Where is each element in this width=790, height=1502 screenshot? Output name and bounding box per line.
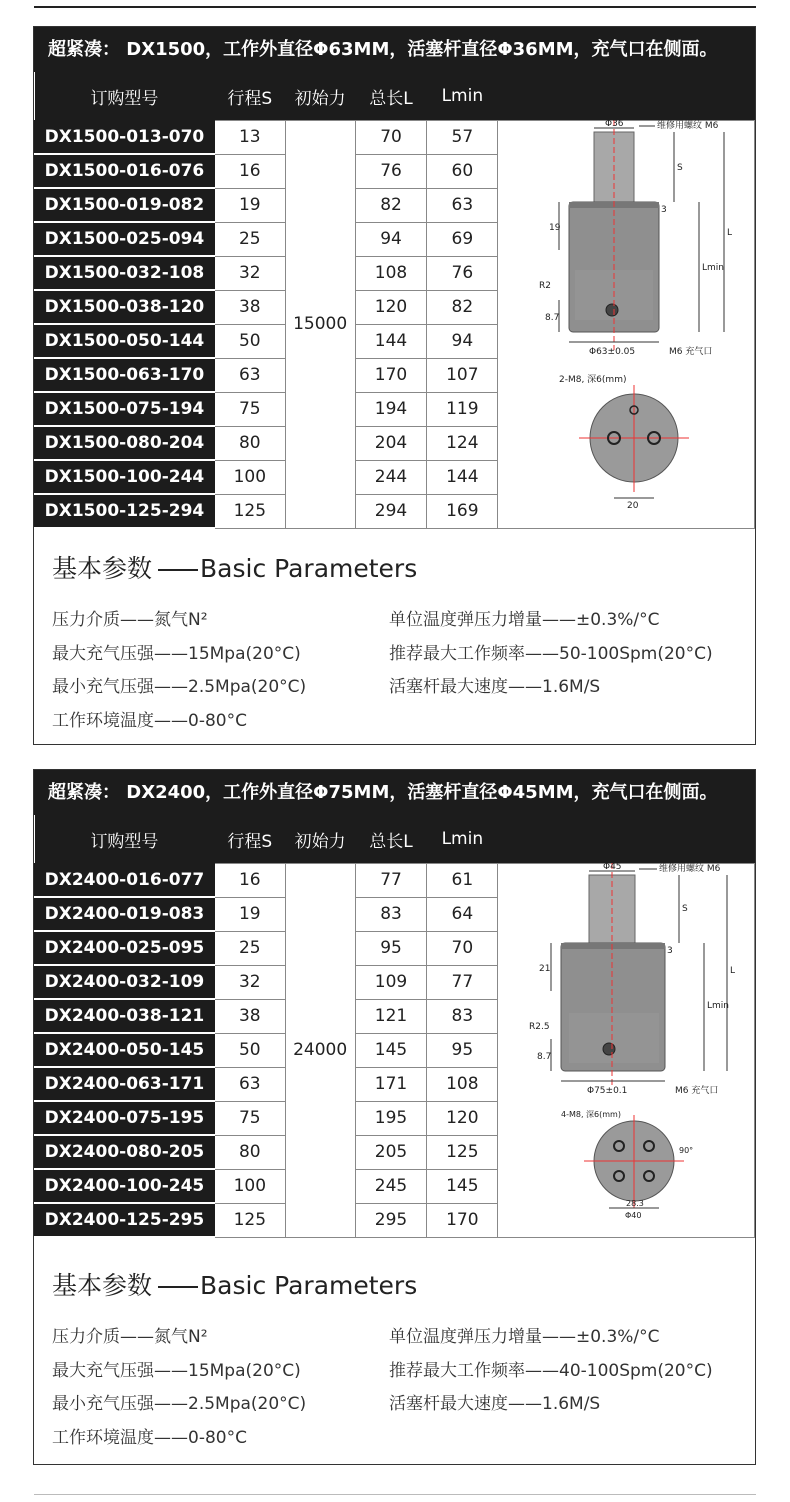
- lmin-cell: 94: [427, 324, 498, 358]
- bottom-rule: [34, 1494, 756, 1495]
- lmin-cell: 82: [427, 290, 498, 324]
- header-model: 订购型号: [35, 815, 215, 864]
- lmin-cell: 120: [427, 1101, 498, 1135]
- bolt-circle-label: Φ40: [625, 1211, 642, 1220]
- param-min-charge: 最小充气压强——2.5Mpa(20°C): [52, 1394, 307, 1414]
- model-cell: DX1500-038-120: [35, 290, 215, 324]
- length-label: L: [727, 228, 733, 238]
- header-length: 总长L: [355, 815, 427, 864]
- lmin-cell: 69: [427, 222, 498, 256]
- lmin-cell: 60: [427, 154, 498, 188]
- param-max-charge: 最大充气压强——15Mpa(20°C): [52, 644, 301, 664]
- params-title-en: Basic Parameters: [200, 1271, 418, 1300]
- params-title-cn: 基本参数: [52, 554, 153, 583]
- stroke-cell: 19: [214, 188, 285, 222]
- model-cell: DX1500-025-094: [35, 222, 215, 256]
- port-label: M6 充气口: [669, 347, 713, 357]
- dx2400-section: [33, 769, 756, 1465]
- params-title: [52, 549, 417, 585]
- model-cell: DX2400-100-245: [35, 1169, 215, 1203]
- pitch-label: 20: [627, 501, 639, 510]
- model-cell: DX1500-050-144: [35, 324, 215, 358]
- length-cell: 245: [355, 1169, 427, 1203]
- length-cell: 295: [355, 1203, 427, 1237]
- stroke-cell: 63: [214, 358, 285, 392]
- thread-label: 维修用螺纹 M6: [659, 864, 721, 874]
- length-cell: 170: [355, 358, 427, 392]
- param-frequency: 推荐最大工作频率——50-100Spm(20°C): [389, 644, 713, 664]
- header-force: 初始力: [285, 72, 355, 121]
- header-force: 初始力: [285, 815, 355, 864]
- params-title: [52, 1266, 417, 1302]
- dimension-drawing: [499, 863, 755, 1223]
- initial-force-cell: 15000: [285, 121, 355, 529]
- model-cell: DX2400-050-145: [35, 1033, 215, 1067]
- dim-19-label: 19: [549, 223, 561, 233]
- model-cell: DX2400-016-077: [35, 864, 215, 898]
- stroke-cell: 50: [214, 1033, 285, 1067]
- lmin-cell: 64: [427, 897, 498, 931]
- model-cell: DX1500-100-244: [35, 460, 215, 494]
- length-cell: 120: [355, 290, 427, 324]
- top-rule: [34, 6, 756, 8]
- section-title: 超紧凑： DX2400，工作外直径Φ75MM，活塞杆直径Φ45MM，充气口在侧面。: [34, 770, 755, 815]
- lmin-cell: 170: [427, 1203, 498, 1237]
- dimension-drawing: [499, 120, 755, 510]
- stroke-cell: 32: [214, 256, 285, 290]
- params-title-cn: 基本参数: [52, 1271, 153, 1300]
- lmin-cell: 108: [427, 1067, 498, 1101]
- length-cell: 109: [355, 965, 427, 999]
- lmin-cell: 57: [427, 121, 498, 155]
- stroke-cell: 125: [214, 494, 285, 528]
- model-cell: DX2400-063-171: [35, 1067, 215, 1101]
- lmin-cell: 70: [427, 931, 498, 965]
- header-stroke: 行程S: [214, 72, 285, 121]
- model-cell: DX1500-080-204: [35, 426, 215, 460]
- param-max-charge: 最大充气压强——15Mpa(20°C): [52, 1361, 301, 1381]
- model-cell: DX2400-125-295: [35, 1203, 215, 1237]
- length-cell: 195: [355, 1101, 427, 1135]
- dim-3-label: 3: [667, 946, 673, 956]
- model-cell: DX2400-032-109: [35, 965, 215, 999]
- header-blank: [498, 72, 755, 121]
- param-min-charge: 最小充气压强——2.5Mpa(20°C): [52, 677, 307, 697]
- lmin-cell: 107: [427, 358, 498, 392]
- stroke-cell: 38: [214, 999, 285, 1033]
- stroke-cell: 63: [214, 1067, 285, 1101]
- header-lmin: Lmin: [427, 72, 498, 121]
- body-dia-label: Φ63±0.05: [589, 347, 636, 357]
- length-cell: 94: [355, 222, 427, 256]
- radius-label: R2: [539, 281, 551, 291]
- length-cell: 70: [355, 121, 427, 155]
- stroke-cell: 25: [214, 931, 285, 965]
- stroke-cell: 100: [214, 1169, 285, 1203]
- stroke-cell: 75: [214, 392, 285, 426]
- model-cell: DX2400-080-205: [35, 1135, 215, 1169]
- length-cell: 204: [355, 426, 427, 460]
- port-label: M6 充气口: [675, 1086, 719, 1096]
- rod-dia-label: Φ36: [605, 120, 624, 129]
- length-cell: 77: [355, 864, 427, 898]
- length-cell: 82: [355, 188, 427, 222]
- header-model: 订购型号: [35, 72, 215, 121]
- lmin-cell: 61: [427, 864, 498, 898]
- param-speed: 活塞杆最大速度——1.6M/S: [389, 677, 601, 697]
- lmin-label: Lmin: [702, 263, 724, 273]
- length-label: L: [730, 966, 736, 976]
- lmin-cell: 83: [427, 999, 498, 1033]
- title-dash: [158, 1286, 198, 1288]
- model-cell: DX1500-032-108: [35, 256, 215, 290]
- model-cell: DX2400-038-121: [35, 999, 215, 1033]
- param-medium: 压力介质——氮气N²: [52, 610, 208, 630]
- lmin-cell: 124: [427, 426, 498, 460]
- table-header-row: [35, 72, 755, 121]
- length-cell: 244: [355, 460, 427, 494]
- model-cell: DX1500-013-070: [35, 121, 215, 155]
- param-frequency: 推荐最大工作频率——40-100Spm(20°C): [389, 1361, 713, 1381]
- stroke-cell: 13: [214, 121, 285, 155]
- length-cell: 145: [355, 1033, 427, 1067]
- lmin-cell: 144: [427, 460, 498, 494]
- charge-port: [603, 1043, 615, 1055]
- lmin-cell: 125: [427, 1135, 498, 1169]
- stroke-cell: 16: [214, 154, 285, 188]
- section-title: 超紧凑： DX1500，工作外直径Φ63MM，活塞杆直径Φ36MM，充气口在侧面。: [34, 27, 755, 72]
- stroke-cell: 25: [214, 222, 285, 256]
- stroke-cell: 75: [214, 1101, 285, 1135]
- pitch-label: 28.3: [626, 1199, 644, 1208]
- stroke-cell: 16: [214, 864, 285, 898]
- dim-87-label: 8.7: [537, 1052, 552, 1062]
- stroke-cell: 80: [214, 1135, 285, 1169]
- stroke-label: S: [682, 904, 688, 914]
- lmin-cell: 169: [427, 494, 498, 528]
- length-cell: 108: [355, 256, 427, 290]
- stroke-cell: 125: [214, 1203, 285, 1237]
- length-cell: 121: [355, 999, 427, 1033]
- model-cell: DX1500-016-076: [35, 154, 215, 188]
- holes-label: 4-M8, 深6(mm): [561, 1110, 621, 1119]
- length-cell: 194: [355, 392, 427, 426]
- model-cell: DX1500-063-170: [35, 358, 215, 392]
- length-cell: 76: [355, 154, 427, 188]
- stroke-cell: 50: [214, 324, 285, 358]
- lmin-cell: 95: [427, 1033, 498, 1067]
- header-stroke: 行程S: [214, 815, 285, 864]
- initial-force-cell: 24000: [285, 864, 355, 1238]
- model-cell: DX1500-019-082: [35, 188, 215, 222]
- stroke-cell: 80: [214, 426, 285, 460]
- params-title-en: Basic Parameters: [200, 554, 418, 583]
- model-cell: DX2400-075-195: [35, 1101, 215, 1135]
- lmin-cell: 145: [427, 1169, 498, 1203]
- stroke-cell: 19: [214, 897, 285, 931]
- stroke-cell: 38: [214, 290, 285, 324]
- thread-label: 维修用螺纹 M6: [657, 121, 719, 131]
- header-length: 总长L: [355, 72, 427, 121]
- length-cell: 95: [355, 931, 427, 965]
- param-temp: 工作环境温度——0-80°C: [52, 711, 247, 731]
- stroke-cell: 100: [214, 460, 285, 494]
- model-cell: DX1500-075-194: [35, 392, 215, 426]
- length-cell: 205: [355, 1135, 427, 1169]
- lmin-cell: 77: [427, 965, 498, 999]
- model-cell: DX1500-125-294: [35, 494, 215, 528]
- body-dia-label: Φ75±0.1: [587, 1086, 628, 1096]
- rod-dia-label: Φ45: [603, 863, 622, 872]
- title-dash: [158, 569, 198, 571]
- length-cell: 294: [355, 494, 427, 528]
- length-cell: 171: [355, 1067, 427, 1101]
- param-temp: 工作环境温度——0-80°C: [52, 1428, 247, 1448]
- dx1500-section: [33, 26, 756, 745]
- param-speed: 活塞杆最大速度——1.6M/S: [389, 1394, 601, 1414]
- header-blank: [498, 815, 755, 864]
- param-temp-increase: 单位温度弹压力增量——±0.3%/°C: [389, 1327, 660, 1347]
- dim-3-label: 3: [661, 205, 667, 215]
- model-cell: DX2400-019-083: [35, 897, 215, 931]
- charge-port: [606, 304, 618, 316]
- table-header-row: [35, 815, 755, 864]
- angle-label: 90°: [679, 1146, 694, 1155]
- param-medium: 压力介质——氮气N²: [52, 1327, 208, 1347]
- dim-87-label: 8.7: [545, 313, 560, 323]
- lmin-cell: 76: [427, 256, 498, 290]
- lmin-cell: 63: [427, 188, 498, 222]
- stroke-cell: 32: [214, 965, 285, 999]
- length-cell: 144: [355, 324, 427, 358]
- stroke-label: S: [677, 163, 683, 173]
- dim-21-label: 21: [539, 964, 551, 974]
- lmin-label: Lmin: [707, 1001, 729, 1011]
- length-cell: 83: [355, 897, 427, 931]
- header-lmin: Lmin: [427, 815, 498, 864]
- holes-label: 2-M8, 深6(mm): [559, 375, 627, 385]
- model-cell: DX2400-025-095: [35, 931, 215, 965]
- param-temp-increase: 单位温度弹压力增量——±0.3%/°C: [389, 610, 660, 630]
- radius-label: R2.5: [529, 1022, 550, 1032]
- lmin-cell: 119: [427, 392, 498, 426]
